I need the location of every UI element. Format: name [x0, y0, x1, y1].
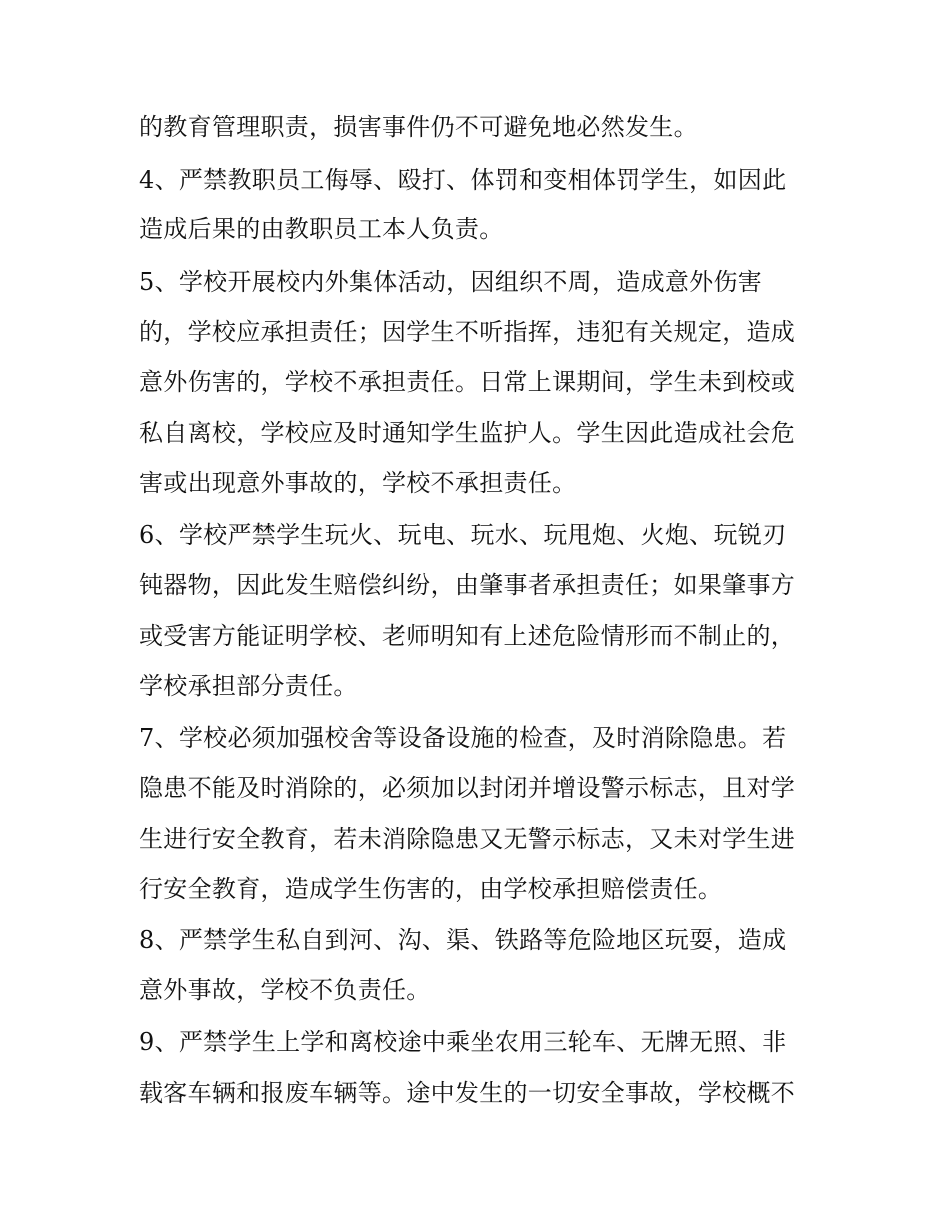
text-line: 隐患不能及时消除的，必须加以封闭并增设警示标志，且对学 [139, 774, 796, 802]
text-line: 钝器物，因此发生赔偿纠纷，由肇事者承担责任；如果肇事方 [139, 571, 796, 599]
text-line: 害或出现意外事故的，学校不承担责任。 [139, 469, 577, 497]
text-line: 意外事故，学校不负责任。 [139, 976, 431, 1004]
text-line: 4、严禁教职员工侮辱、殴打、体罚和变相体罚学生，如因此 [139, 166, 787, 194]
text-line: 7、学校必须加强校舍等设备设施的检查，及时消除隐患。若 [139, 724, 787, 752]
text-line: 造成后果的由教职员工本人负责。 [139, 215, 504, 243]
text-line: 的，学校应承担责任；因学生不听指挥，违犯有关规定，造成 [139, 318, 796, 346]
text-line: 载客车辆和报废车辆等。途中发生的一切安全事故，学校概不 [139, 1079, 796, 1107]
text-line: 行安全教育，造成学生伤害的，由学校承担赔偿责任。 [139, 875, 723, 903]
text-line: 5、学校开展校内外集体活动，因组织不周，造成意外伤害 [139, 268, 763, 296]
text-line: 意外伤害的，学校不承担责任。日常上课期间，学生未到校或 [139, 368, 796, 396]
text-line: 或受害方能证明学校、老师明知有上述危险情形而不制止的， [139, 622, 796, 650]
text-line: 的教育管理职责，损害事件仍不可避免地必然发生。 [139, 113, 698, 141]
text-line: 8、严禁学生私自到河、沟、渠、铁路等危险地区玩耍，造成 [139, 926, 787, 954]
text-line: 学校承担部分责任。 [139, 672, 358, 700]
text-line: 生进行安全教育，若未消除隐患又无警示标志，又未对学生进 [139, 825, 796, 853]
text-line: 6、学校严禁学生玩火、玩电、玩水、玩甩炮、火炮、玩锐刃 [139, 521, 787, 549]
text-line: 私自离校，学校应及时通知学生监护人。学生因此造成社会危 [139, 419, 796, 447]
text-line: 9、严禁学生上学和离校途中乘坐农用三轮车、无牌无照、非 [139, 1028, 787, 1056]
